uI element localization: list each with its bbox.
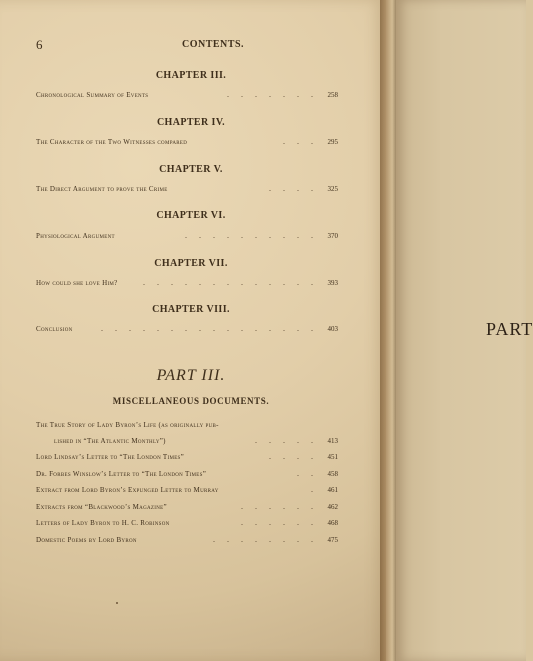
toc-entry-page: 370 xyxy=(327,232,338,240)
toc-entry-title: The Direct Argument to prove the Crime xyxy=(36,185,168,193)
toc-entry-page: 403 xyxy=(327,325,338,333)
dot-leader: . . . . . . . . . . xyxy=(185,231,318,240)
toc-entry-title: Extract from Lord Byron’s Expunged Letter to Murray xyxy=(36,486,219,494)
toc-entry-page: 413 xyxy=(327,437,338,445)
toc-entry xyxy=(36,232,338,244)
right-page-heading: PART xyxy=(486,319,533,339)
toc-entry-title: The True Story of Lady Byron’s Life (as originally pub- xyxy=(36,421,219,429)
toc-entry-page: 468 xyxy=(327,519,338,527)
page-number: 6 xyxy=(36,37,43,52)
toc-entry-page: 458 xyxy=(327,470,338,478)
toc-entry-title: How could she love Him? xyxy=(36,279,118,287)
toc-entry-title: Conclusion xyxy=(36,325,73,333)
toc-entry xyxy=(36,453,338,465)
page-header xyxy=(36,37,346,55)
dot-leader: . . xyxy=(297,469,318,478)
toc-entry xyxy=(36,536,338,548)
toc-entry xyxy=(36,519,338,531)
dot-leader: . . . . xyxy=(269,452,318,461)
toc-entry-page: 475 xyxy=(327,536,338,544)
toc-entry-title: Chronological Summary of Events xyxy=(36,91,149,99)
chapter-heading: CHAPTER V. xyxy=(159,164,223,175)
toc-entry-title-continued: lished in “The Atlantic Monthly”) xyxy=(54,437,166,445)
right-page xyxy=(396,0,533,661)
toc-entry-page: 461 xyxy=(327,486,338,494)
page-title: CONTENTS. xyxy=(181,39,244,50)
chapter-heading: CHAPTER III. xyxy=(155,70,227,81)
toc-entry-title: Physiological Argument xyxy=(36,232,115,240)
dot-leader: . . . . . . . . xyxy=(213,535,318,544)
toc-entry xyxy=(36,325,338,337)
toc-entry-page: 295 xyxy=(327,138,338,146)
toc-entry-page: 325 xyxy=(327,185,338,193)
toc-entry xyxy=(36,437,338,449)
toc-entry xyxy=(36,91,338,103)
toc-entry-page: 393 xyxy=(327,279,338,287)
part-heading: PART III. xyxy=(156,367,226,384)
section-heading: MISCELLANEOUS DOCUMENTS. xyxy=(112,396,270,406)
toc-entry-title: Domestic Poems by Lord Byron xyxy=(36,536,137,544)
dot-leader: . . . xyxy=(283,137,318,146)
toc-entry xyxy=(36,503,338,515)
toc-entry xyxy=(36,279,338,291)
toc-entry xyxy=(36,486,338,498)
dot-leader: . . . . . xyxy=(255,436,318,445)
dot-leader: . . . . . . xyxy=(241,502,318,511)
toc-entry-page: 258 xyxy=(327,91,338,99)
chapter-heading: CHAPTER VIII. xyxy=(152,304,230,315)
chapter-heading: CHAPTER IV. xyxy=(156,117,226,128)
chapter-heading: CHAPTER VI. xyxy=(156,210,226,221)
toc-entry-title: Dr. Forbes Winslow’s Letter to “The London Times” xyxy=(36,470,207,478)
dot-leader: . . . . . . xyxy=(241,518,318,527)
toc-entry-page: 462 xyxy=(327,503,338,511)
dot-leader: . . . . . . . . . . . . . xyxy=(143,278,318,287)
toc-entry xyxy=(36,421,338,433)
chapter-heading: CHAPTER VII. xyxy=(154,258,228,269)
toc-entry-title: Extracts from “Blackwood’s Magazine” xyxy=(36,503,167,511)
toc-entry-page: 451 xyxy=(327,453,338,461)
paper-mark xyxy=(116,602,118,604)
dot-leader: . xyxy=(311,485,318,494)
toc-entry-title: The Character of the Two Witnesses compared xyxy=(36,138,188,146)
toc-entry xyxy=(36,470,338,482)
toc-entry xyxy=(36,185,338,197)
dot-leader: . . . . . . . . . . . . . . . . xyxy=(101,324,318,333)
dot-leader: . . . . . . . xyxy=(227,90,318,99)
toc-entry-title: Lord Lindsay’s Letter to “The London Times” xyxy=(36,453,185,461)
toc-entry xyxy=(36,138,338,150)
toc-entry-title: Letters of Lady Byron to H. C. Robinson xyxy=(36,519,170,527)
dot-leader: . . . . xyxy=(269,184,318,193)
